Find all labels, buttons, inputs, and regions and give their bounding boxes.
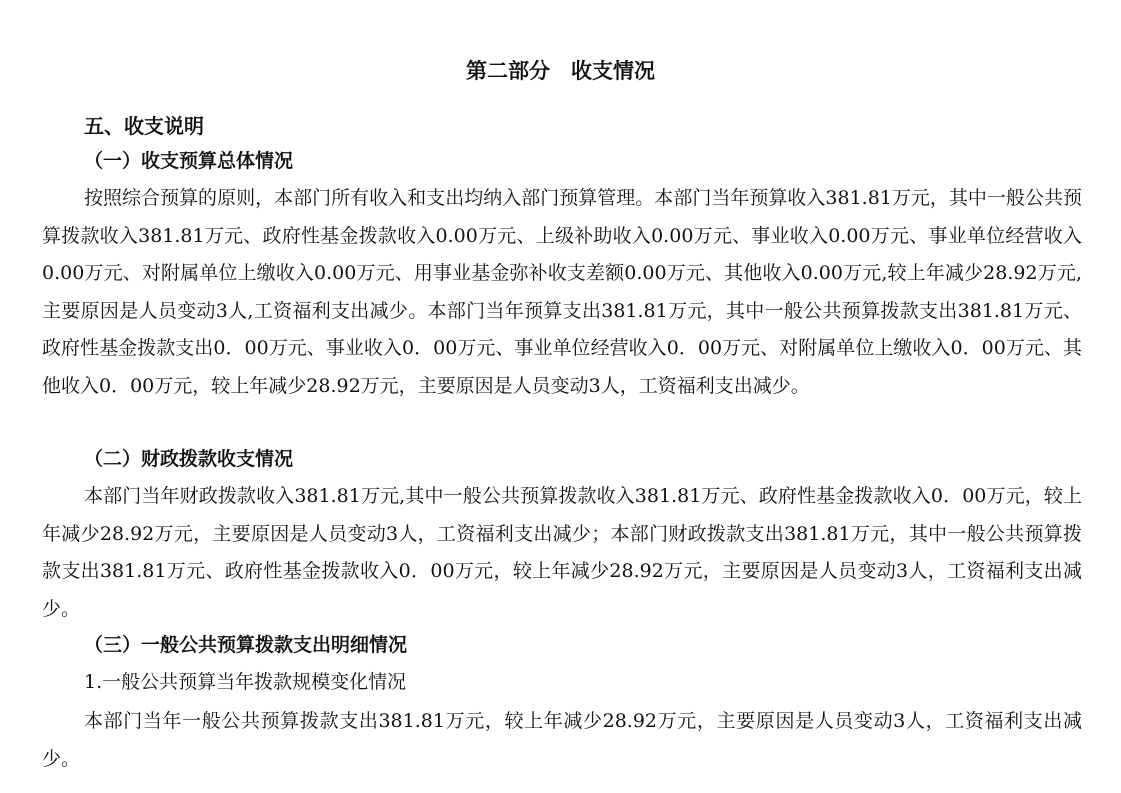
paragraph-1: 按照综合预算的原则，本部门所有收入和支出均纳入部门预算管理。本部门当年预算收入381.81万元，其中一般公共预算拨款收入381.81万元、政府性基金拨款收入0.00万元、上级补助收入0.00万元、事业收入0.00万元、事业单位经营收入0.00万元、对附属单位上缴收入0.00万元、用事业基金弥补收支差额0.00万元、其他收入0.00万元,较上年减少28.92万元,主要原因是人员变动3人,工资福利支出减少。本部门当年预算支出381.81万元，其中一般公共预算拨款支出381.81万元、政府性基金拨款支出0．00万元、事业收入0．00万元、事业单位经营收入0．00万元、对附属单位上缴收入0．00万元、其他收入0．00万元，较上年减少28.92万元，主要原因是人员变动3人，工资福利支出减少。 [42, 187, 1082, 397]
subsection-heading-2: （二）财政拨款收支情况 [84, 448, 294, 470]
subsection-heading-3: （三）一般公共预算拨款支出明细情况 [84, 634, 408, 656]
subsection-heading-1: （一）收支预算总体情况 [84, 150, 294, 172]
subsection-subheading-3-1: 1.一般公共预算当年拨款规模变化情况 [84, 671, 407, 693]
section-heading: 五、收支说明 [84, 114, 204, 138]
paragraph-2: 本部门当年财政拨款收入381.81万元,其中一般公共预算拨款收入381.81万元、政府性基金拨款收入0．00万元，较上年减少28.92万元，主要原因是人员变动3人，工资福利支出减少；本部门财政拨款支出381.81万元，其中一般公共预算拨款支出381.81万元、政府性基金拨款收入0．00万元，较上年减少28.92万元，主要原因是人员变动3人，工资福利支出减少。 [42, 485, 1082, 620]
page-title: 第二部分 收支情况 [466, 59, 655, 83]
paragraph-3: 本部门当年一般公共预算拨款支出381.81万元，较上年减少28.92万元，主要原因是人员变动3人，工资福利支出减少。 [42, 710, 1082, 770]
